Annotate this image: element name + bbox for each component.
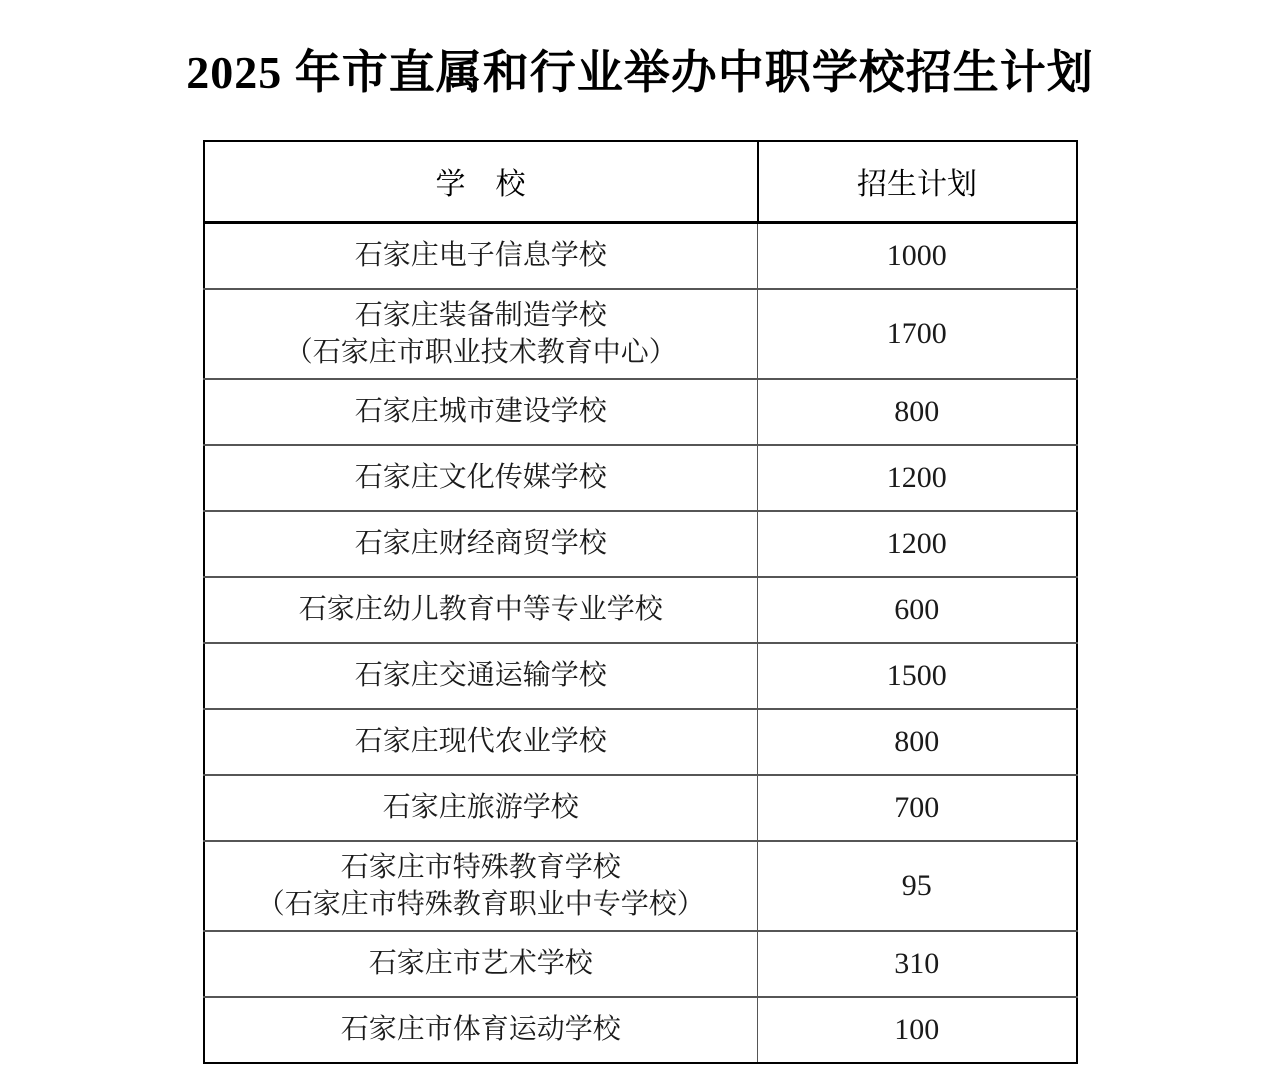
- school-cell: [204, 931, 758, 997]
- school-name: 石家庄现代农业学校: [354, 726, 607, 757]
- table-row: [204, 577, 1077, 643]
- table-row: [204, 511, 1077, 577]
- title-area: [0, 0, 1280, 102]
- school-cell: [204, 445, 758, 511]
- page-title: 2025 年市直属和行业举办中职学校招生计划: [186, 47, 1094, 98]
- table-row: [204, 931, 1077, 997]
- school-name: 石家庄交通运输学校: [354, 660, 607, 691]
- plan-value: 1200: [758, 511, 1077, 577]
- plan-value: 1500: [758, 643, 1077, 709]
- school-name: 石家庄市艺术学校: [368, 948, 593, 979]
- school-cell: [204, 997, 758, 1063]
- table-row: [204, 709, 1077, 775]
- plan-value: 95: [758, 841, 1077, 931]
- school-name: 石家庄文化传媒学校: [354, 462, 607, 493]
- header-plan: 招生计划: [758, 141, 1077, 223]
- table-row: [204, 841, 1077, 931]
- table-row: [204, 997, 1077, 1063]
- plan-value: 700: [758, 775, 1077, 841]
- plan-value: 1000: [758, 223, 1077, 289]
- plan-value: 310: [758, 931, 1077, 997]
- table-row: [204, 775, 1077, 841]
- school-cell: [204, 289, 758, 379]
- table-row: [204, 643, 1077, 709]
- table-row: [204, 379, 1077, 445]
- school-name: 石家庄城市建设学校: [354, 396, 607, 427]
- school-cell: [204, 379, 758, 445]
- school-note: （石家庄市职业技术教育中心）: [284, 336, 677, 368]
- school-name: 石家庄市特殊教育学校: [340, 851, 621, 883]
- school-cell: [204, 223, 758, 289]
- school-name: 石家庄财经商贸学校: [354, 528, 607, 559]
- school-cell: [204, 643, 758, 709]
- school-name: 石家庄旅游学校: [382, 792, 579, 823]
- plan-value: 1700: [758, 289, 1077, 379]
- school-cell: [204, 775, 758, 841]
- enrollment-plan-table: [203, 140, 1078, 1064]
- table-row: [204, 223, 1077, 289]
- school-name: 石家庄市体育运动学校: [340, 1014, 621, 1045]
- table-header-row: [204, 141, 1077, 223]
- school-cell: [204, 577, 758, 643]
- table-row: [204, 445, 1077, 511]
- school-cell: [204, 511, 758, 577]
- plan-value: 800: [758, 709, 1077, 775]
- school-name: 石家庄幼儿教育中等专业学校: [298, 594, 663, 625]
- table-area: [0, 140, 1280, 1064]
- plan-value: 800: [758, 379, 1077, 445]
- school-cell: [204, 709, 758, 775]
- school-cell: [204, 841, 758, 931]
- plan-value: 600: [758, 577, 1077, 643]
- school-name: 石家庄装备制造学校: [354, 299, 607, 331]
- school-name: 石家庄电子信息学校: [354, 240, 607, 272]
- plan-value: 100: [758, 997, 1077, 1063]
- plan-value: 1200: [758, 445, 1077, 511]
- header-school: 学 校: [204, 141, 758, 223]
- school-note: （石家庄市特殊教育职业中专学校）: [256, 888, 705, 920]
- table-row: [204, 289, 1077, 379]
